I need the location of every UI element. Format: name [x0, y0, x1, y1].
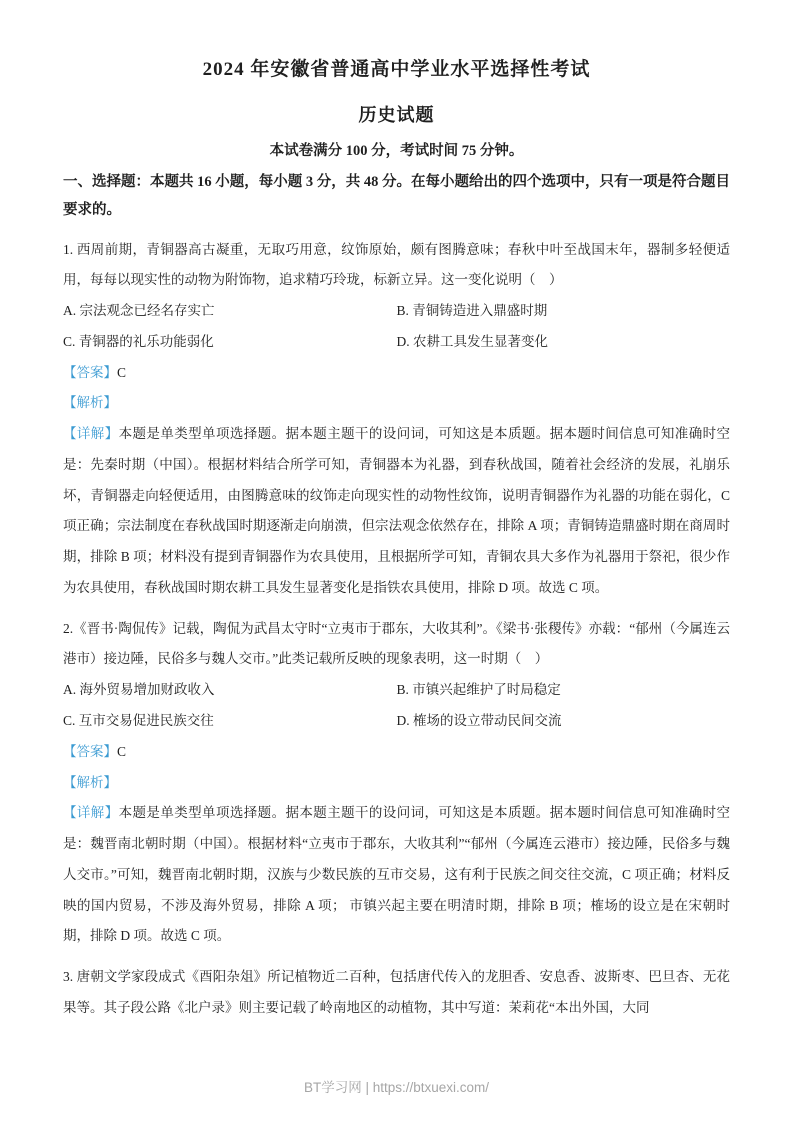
- question-1-detail: [63, 419, 730, 604]
- question-2-option-a: A. 海外贸易增加财政收入: [63, 682, 215, 698]
- answer-label: 【答案】: [63, 743, 117, 759]
- question-2-options: [63, 675, 730, 737]
- exam-title: 2024 年安徽省普通高中学业水平选择性考试: [202, 59, 591, 80]
- question-1-options: [63, 296, 730, 358]
- section-header: 一、选择题：本题共 16 小题，每小题 3 分，共 48 分。在每小题给出的四个选项中，只有一项是符合题目要求的。: [63, 174, 730, 219]
- question-2-option-b: B. 市镇兴起维护了时局稳定: [396, 682, 561, 698]
- question-1-option-a: A. 宗法观念已经名存实亡: [63, 303, 215, 319]
- question-2-answer-line: [63, 737, 730, 768]
- question-1-option-c: C. 青铜器的礼乐功能弱化: [63, 333, 214, 349]
- question-1-detail-text: 本题是单类型单项选择题。据本题主题干的设问词，可知这是本质题。据本题时间信息可知准确时空是：先秦时期（中国）。根据材料结合所学可知，青铜器本为礼器，到春秋战国，随着社会经济的发展，礼崩乐坏，青铜器走向轻便适用，由图腾意味的纹饰走向现实性的动物性纹饰，说明青铜器作为礼器的功能在弱化，C 项正确；宗法制度在春秋战国时期逐渐走向崩溃，但宗法观念依然存在，排除 A 项；青铜铸造鼎盛时期在商周时期，排除 B 项；材料没有提到青铜器作为农具使用，且根据所学可知，青铜农具大多作为礼器用于祭祀，很少作为农具使用，春秋战国时期农耕工具发生显著变化是指铁农具使用，排除 D 项。故选 C 项。: [63, 426, 731, 595]
- question-1-stem: 1. 西周前期，青铜器高古凝重，无取巧用意，纹饰原始，颇有图腾意味；春秋中叶至战国末年，器制多轻便适用，每每以现实性的动物为附饰物，追求精巧玲珑，标新立异。这一变化说明（ ）: [63, 241, 730, 288]
- question-1-option-d: D. 农耕工具发生显著变化: [396, 333, 548, 349]
- exam-info: 本试卷满分 100 分，考试时间 75 分钟。: [269, 143, 524, 159]
- question-1-option-b: B. 青铜铸造进入鼎盛时期: [396, 303, 548, 319]
- question-1-answer-value: C: [117, 364, 127, 380]
- question-2-stem: 2.《晋书·陶侃传》记载，陶侃为武昌太守时“立夷市于郡东，大收其利”。《梁书·张稷传》亦载：“郁州（今属连云港市）接边陲，民俗多与魏人交市。”此类记载所反映的现象表明，这一时期（ ）: [63, 620, 730, 667]
- exam-subtitle: 历史试题: [358, 105, 435, 125]
- detail-label: 【详解】: [63, 805, 119, 821]
- question-2-option-d: D. 榷场的设立带动民间交流: [396, 713, 562, 729]
- question-1-answer-line: [63, 358, 730, 389]
- question-1-analysis-line: [63, 388, 730, 419]
- analysis-label: 【解析】: [63, 774, 117, 790]
- answer-label: 【答案】: [63, 364, 117, 380]
- question-3: [63, 962, 730, 1024]
- question-2: [63, 614, 730, 952]
- question-2-answer-value: C: [117, 743, 127, 759]
- question-1: [63, 235, 730, 604]
- question-2-detail: [63, 798, 730, 952]
- detail-label: 【详解】: [63, 426, 119, 442]
- question-3-stem: 3. 唐朝文学家段成式《酉阳杂俎》所记植物近二百种，包括唐代传入的龙胆香、安息香、波斯枣、巴旦杏、无花果等。其子段公路《北户录》则主要记载了岭南地区的动植物，其中写道：茉莉花“本出外国，大同: [63, 969, 730, 1015]
- question-2-detail-text: 本题是单类型单项选择题。据本题主题干的设问词，可知这是本质题。据本题时间信息可知准确时空是：魏晋南北朝时期（中国）。根据材料“立夷市于郡东，大收其利”“郁州（今属连云港市）接边陲，民俗多与魏人交市。”可知，魏晋南北朝时期，汉族与少数民族的互市交易，这有利于民族之间交往交流，C 项正确；材料反映的国内贸易，不涉及海外贸易，排除 A 项； 市镇兴起主要在明清时期，排除 B 项；榷场的设立是在宋朝时期，排除 D 项。故选 C 项。: [63, 805, 731, 944]
- analysis-label: 【解析】: [63, 395, 117, 411]
- question-2-option-c: C. 互市交易促进民族交往: [63, 713, 214, 729]
- watermark-footer: BT学习网 | https://btxuexi.com/: [303, 1080, 490, 1095]
- question-2-analysis-line: [63, 768, 730, 799]
